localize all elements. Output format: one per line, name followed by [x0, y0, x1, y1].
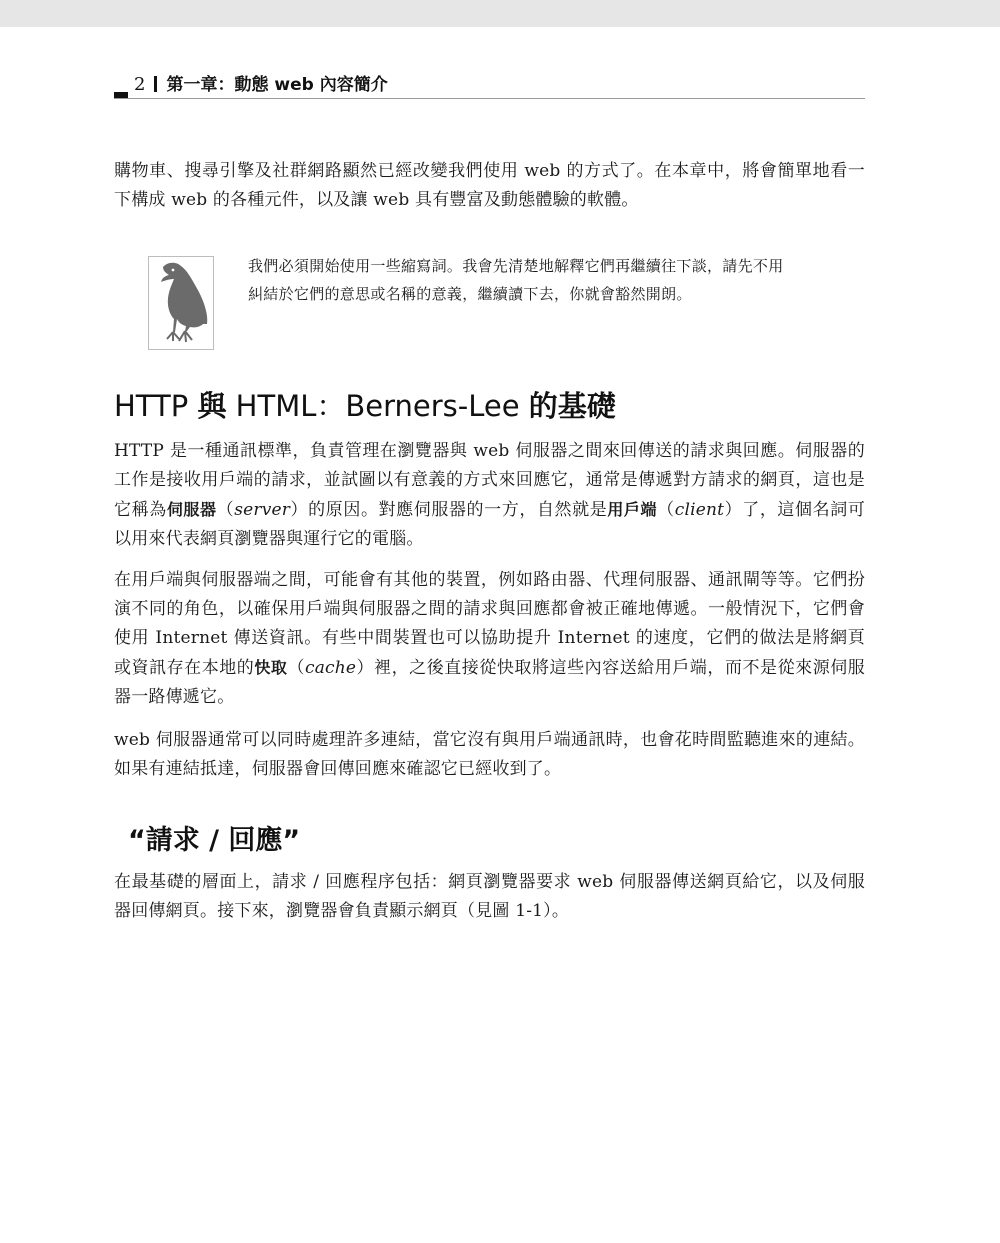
section-heading-request-response: “請求 / 回應” — [128, 825, 301, 856]
running-head-text — [134, 70, 388, 95]
term-server: 伺服器 — [166, 500, 217, 519]
intermediary-paragraph: 在用戶端與伺服器端之間，可能會有其他的裝置，例如路由器、代理伺服器、通訊閘等等。它們扮演不同的角色，以確保用戶端與伺服器之間的請求與回應都會被正確地傳遞。一般情況下，它們會使用 Internet 傳送資訊。有些中間裝置也可以協助提升 Internet 的速度，它們的做法是將網頁或資訊存在本地的快取（cache）裡，之後直接從快取將這些內容送給用戶端，而不是從來源伺服器一路傳遞它。 — [114, 570, 865, 707]
page-number: 2 — [134, 74, 146, 95]
connections-paragraph: web 伺服器通常可以同時處理許多連結，當它沒有與用戶端通訊時，也會花時間監聽進來的連結。如果有連結抵達，伺服器會回傳回應來確認它已經收到了。 — [114, 730, 865, 779]
note-box — [148, 252, 788, 352]
request-response-paragraph: 在最基礎的層面上，請求 / 回應程序包括：網頁瀏覽器要求 web 伺服器傳送網頁給它，以及伺服器回傳網頁。接下來，瀏覽器會負責顯示網頁（見圖 1-1）。 — [114, 872, 865, 921]
crow-icon — [148, 256, 214, 350]
running-head — [114, 64, 865, 99]
intro-paragraph: 購物車、搜尋引擎及社群網路顯然已經改變我們使用 web 的方式了。在本章中，將會簡單地看一下構成 web 的各種元件，以及讓 web 具有豐富及動態體驗的軟體。 — [114, 161, 865, 210]
chapter-title: 第一章：動態 web 內容簡介 — [166, 75, 388, 95]
term-cache: 快取 — [254, 658, 288, 677]
top-band — [0, 0, 1000, 27]
header-separator — [154, 76, 157, 92]
note-text: 我們必須開始使用一些縮寫詞。我會先清楚地解釋它們再繼續往下談，請先不用糾結於它們的意思或名稱的意義，繼續讀下去，你就會豁然開朗。 — [248, 257, 784, 303]
section-heading-http-html: HTTP 與 HTML：Berners-Lee 的基礎 — [114, 389, 616, 423]
page-marker — [114, 92, 128, 98]
term-client: 用戶端 — [607, 500, 658, 519]
http-paragraph: HTTP 是一種通訊標準，負責管理在瀏覽器與 web 伺服器之間來回傳送的請求與回應。伺服器的工作是接收用戶端的請求，並試圖以有意義的方式來回應它，通常是傳遞對方請求的網頁，這也是它稱為伺服器（server）的原因。對應伺服器的一方，自然就是用戶端（client）了，這個名詞可以用來代表網頁瀏覽器與運行它的電腦。 — [114, 441, 866, 549]
